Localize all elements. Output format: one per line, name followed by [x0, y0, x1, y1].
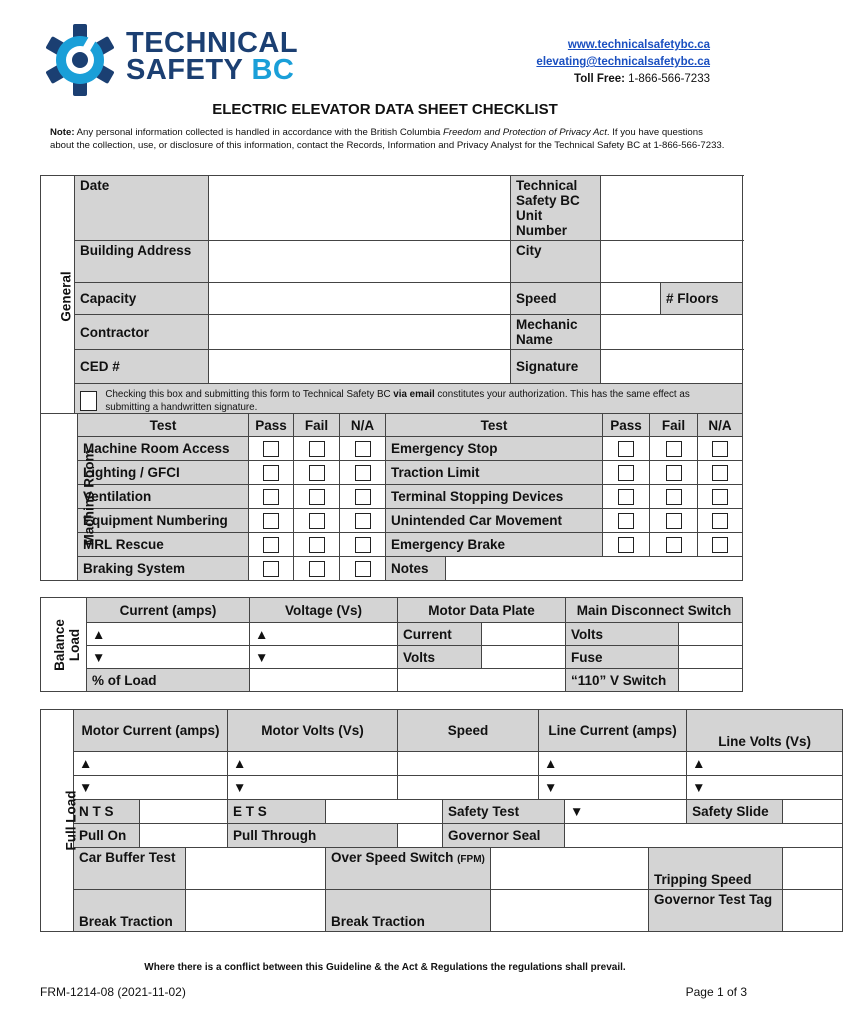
contractor-label: Contractor — [75, 315, 209, 350]
plate-current-field[interactable] — [482, 623, 566, 646]
pull-through-label: Pull Through — [228, 824, 398, 848]
car-buffer-test-field[interactable] — [186, 848, 326, 890]
over-speed-switch-field[interactable] — [491, 848, 649, 890]
header-test: Test — [78, 414, 249, 437]
pull-through-field[interactable] — [398, 824, 443, 848]
safety-slide-field[interactable] — [783, 800, 843, 824]
na-checkbox[interactable] — [712, 513, 728, 529]
toll-free: Toll Free: 1-866-566-7233 — [574, 73, 710, 85]
general-table — [40, 175, 743, 418]
date-field[interactable] — [209, 176, 511, 241]
motor-current-header: Motor Current (amps) — [74, 710, 228, 752]
floors-label: # Floors — [661, 283, 743, 315]
switch-110v-label: “110” V Switch — [566, 669, 679, 692]
gear-logo-icon — [42, 22, 118, 98]
motor-current-down-field[interactable]: ▼ — [74, 776, 228, 800]
date-label: Date — [75, 176, 209, 241]
test-label: Lighting / GFCI — [78, 461, 249, 485]
form-id: FRM-1214-08 (2021-11-02) — [40, 985, 186, 999]
break-traction-label-2: Break Traction — [326, 890, 491, 932]
pct-load-label: % of Load — [87, 669, 250, 692]
na-checkbox[interactable] — [355, 513, 371, 529]
privacy-note: Note: Any personal information collected is handled in accordance with the British Columbia Freedom and Protection of Privacy Act. If you have questions about the collection, use, or disclosure of this information, contact the Records, Information and Privacy Analyst for the Technical Safety BC at 1-866-566-7233. — [50, 127, 725, 151]
pct-load-extra-field[interactable] — [398, 669, 566, 692]
line-volts-header: Line Volts (Vs) — [687, 710, 843, 752]
na-checkbox[interactable] — [355, 561, 371, 577]
fail-checkbox[interactable] — [666, 537, 682, 553]
governor-seal-field[interactable] — [565, 824, 843, 848]
voltage-header: Voltage (Vs) — [250, 598, 398, 623]
pull-on-field[interactable] — [140, 824, 228, 848]
line-volts-down-field[interactable]: ▼ — [687, 776, 843, 800]
email-link[interactable]: elevating@technicalsafetybc.ca — [536, 56, 710, 68]
over-speed-switch-label: Over Speed Switch (FPM) — [326, 848, 491, 890]
na-checkbox[interactable] — [355, 441, 371, 457]
current-up-field[interactable]: ▲ — [87, 623, 250, 646]
pass-checkbox[interactable] — [263, 537, 279, 553]
test-label: MRL Rescue — [78, 533, 249, 557]
plate-volts-field[interactable] — [482, 646, 566, 669]
fail-checkbox[interactable] — [666, 513, 682, 529]
plate-volts-label: Volts — [398, 646, 482, 669]
test-label: Traction Limit — [386, 461, 603, 485]
md-volts-label: Volts — [566, 623, 679, 646]
motor-data-plate-header: Motor Data Plate — [398, 598, 566, 623]
pct-load-field[interactable] — [250, 669, 398, 692]
website-link[interactable]: www.technicalsafetybc.ca — [567, 39, 710, 51]
test-label: Ventilation — [78, 485, 249, 509]
plate-current-label: Current — [398, 623, 482, 646]
balance-load-section-label: Balance Load — [41, 598, 87, 692]
motor-volts-up-field[interactable]: ▲ — [228, 752, 398, 776]
current-amps-header: Current (amps) — [87, 598, 250, 623]
line-current-header: Line Current (amps) — [539, 710, 687, 752]
tripping-speed-field[interactable] — [783, 848, 843, 890]
speed-up-field[interactable] — [398, 752, 539, 776]
pass-checkbox[interactable] — [263, 561, 279, 577]
motor-volts-down-field[interactable]: ▼ — [228, 776, 398, 800]
speed-down-field[interactable] — [398, 776, 539, 800]
signature-label: Signature — [511, 350, 601, 384]
mechanic-name-field[interactable] — [601, 315, 743, 350]
machine-room-table — [40, 413, 743, 581]
machine-room-section-label: Machine Room — [41, 414, 78, 581]
break-traction-field-1[interactable] — [186, 890, 326, 932]
fail-checkbox[interactable] — [309, 489, 325, 505]
line-volts-up-field[interactable]: ▲ — [687, 752, 843, 776]
na-checkbox[interactable] — [355, 465, 371, 481]
authorization-checkbox[interactable] — [80, 391, 97, 411]
line-current-down-field[interactable]: ▼ — [539, 776, 687, 800]
logo-wordmark: TECHNICAL SAFETY BC — [126, 27, 299, 86]
test-label: Emergency Brake — [386, 533, 603, 557]
page-title: ELECTRIC ELEVATOR DATA SHEET CHECKLIST — [212, 101, 558, 118]
safety-test-field[interactable]: ▼ — [565, 800, 687, 824]
test-label: Emergency Stop — [386, 437, 603, 461]
test-label: Machine Room Access — [78, 437, 249, 461]
fail-checkbox[interactable] — [309, 465, 325, 481]
header-na: N/A — [340, 414, 386, 437]
speed-label: Speed — [511, 283, 601, 315]
governor-test-tag-label: Governor Test Tag — [649, 890, 783, 932]
city-field[interactable] — [601, 241, 743, 283]
fail-checkbox[interactable] — [309, 561, 325, 577]
switch-110v-field[interactable] — [679, 669, 743, 692]
na-checkbox[interactable] — [712, 489, 728, 505]
authorization-text: Checking this box and submitting this form to Technical Safety BC via email constitutes your authorization. This has the same effect as submitting a handwritten signature. — [105, 388, 690, 413]
na-checkbox[interactable] — [712, 441, 728, 457]
nts-label: N T S — [74, 800, 140, 824]
pass-checkbox[interactable] — [618, 489, 634, 505]
main-disconnect-header: Main Disconnect Switch — [566, 598, 743, 623]
capacity-field[interactable] — [209, 283, 511, 315]
break-traction-field-2[interactable] — [491, 890, 649, 932]
safety-test-label: Safety Test — [443, 800, 565, 824]
full-load-table — [40, 709, 843, 932]
governor-seal-label: Governor Seal — [443, 824, 565, 848]
pass-checkbox[interactable] — [263, 441, 279, 457]
speed-header: Speed — [398, 710, 539, 752]
header-pass: Pass — [603, 414, 650, 437]
test-label: Terminal Stopping Devices — [386, 485, 603, 509]
unit-number-label: Technical Safety BC Unit Number — [511, 176, 601, 241]
pass-checkbox[interactable] — [618, 441, 634, 457]
ced-field[interactable] — [209, 350, 511, 384]
tripping-speed-label: Tripping Speed — [649, 848, 783, 890]
header-fail: Fail — [294, 414, 340, 437]
pass-checkbox[interactable] — [618, 537, 634, 553]
fail-checkbox[interactable] — [666, 441, 682, 457]
md-fuse-field[interactable] — [679, 646, 743, 669]
nts-field[interactable] — [140, 800, 228, 824]
header-test: Test — [386, 414, 603, 437]
line-current-up-field[interactable]: ▲ — [539, 752, 687, 776]
city-label: City — [511, 241, 601, 283]
capacity-label: Capacity — [75, 283, 209, 315]
break-traction-label-1: Break Traction — [74, 890, 186, 932]
na-checkbox[interactable] — [712, 537, 728, 553]
fail-checkbox[interactable] — [666, 489, 682, 505]
test-label: Equipment Numbering — [78, 509, 249, 533]
pass-checkbox[interactable] — [618, 513, 634, 529]
logo — [42, 22, 302, 100]
voltage-down-field[interactable]: ▼ — [250, 646, 398, 669]
pull-on-label: Pull On — [74, 824, 140, 848]
current-down-field[interactable]: ▼ — [87, 646, 250, 669]
header-pass: Pass — [249, 414, 294, 437]
voltage-up-field[interactable]: ▲ — [250, 623, 398, 646]
full-load-section-label: Full Load — [41, 710, 74, 932]
building-address-label: Building Address — [75, 241, 209, 283]
page-number: Page 1 of 3 — [685, 985, 747, 999]
conflict-note: Where there is a conflict between this Guideline & the Act & Regulations the regulations shall prevail. — [144, 962, 626, 973]
na-checkbox[interactable] — [712, 465, 728, 481]
na-checkbox[interactable] — [355, 489, 371, 505]
pass-checkbox[interactable] — [263, 513, 279, 529]
mechanic-name-label: Mechanic Name — [511, 315, 601, 350]
pass-checkbox[interactable] — [263, 465, 279, 481]
notes-field[interactable] — [446, 557, 743, 581]
fail-checkbox[interactable] — [309, 537, 325, 553]
motor-current-up-field[interactable]: ▲ — [74, 752, 228, 776]
md-fuse-label: Fuse — [566, 646, 679, 669]
speed-field[interactable] — [601, 283, 661, 315]
safety-slide-label: Safety Slide — [687, 800, 783, 824]
building-address-field[interactable] — [209, 241, 511, 283]
ets-field[interactable] — [326, 800, 443, 824]
car-buffer-test-label: Car Buffer Test — [74, 848, 186, 890]
fail-checkbox[interactable] — [309, 513, 325, 529]
pass-checkbox[interactable] — [618, 465, 634, 481]
contact-block — [536, 37, 710, 88]
test-label: Unintended Car Movement — [386, 509, 603, 533]
fail-checkbox[interactable] — [666, 465, 682, 481]
fail-checkbox[interactable] — [309, 441, 325, 457]
ced-label: CED # — [75, 350, 209, 384]
governor-test-tag-field[interactable] — [783, 890, 843, 932]
md-volts-field[interactable] — [679, 623, 743, 646]
general-section-label: General — [41, 176, 75, 418]
signature-field[interactable] — [601, 350, 743, 384]
unit-number-field[interactable] — [601, 176, 743, 241]
notes-label: Notes — [386, 557, 446, 581]
balance-load-table — [40, 597, 743, 692]
pass-checkbox[interactable] — [263, 489, 279, 505]
motor-volts-header: Motor Volts (Vs) — [228, 710, 398, 752]
contractor-field[interactable] — [209, 315, 511, 350]
na-checkbox[interactable] — [355, 537, 371, 553]
header-fail: Fail — [650, 414, 698, 437]
header-na: N/A — [698, 414, 743, 437]
ets-label: E T S — [228, 800, 326, 824]
test-label: Braking System — [78, 557, 249, 581]
